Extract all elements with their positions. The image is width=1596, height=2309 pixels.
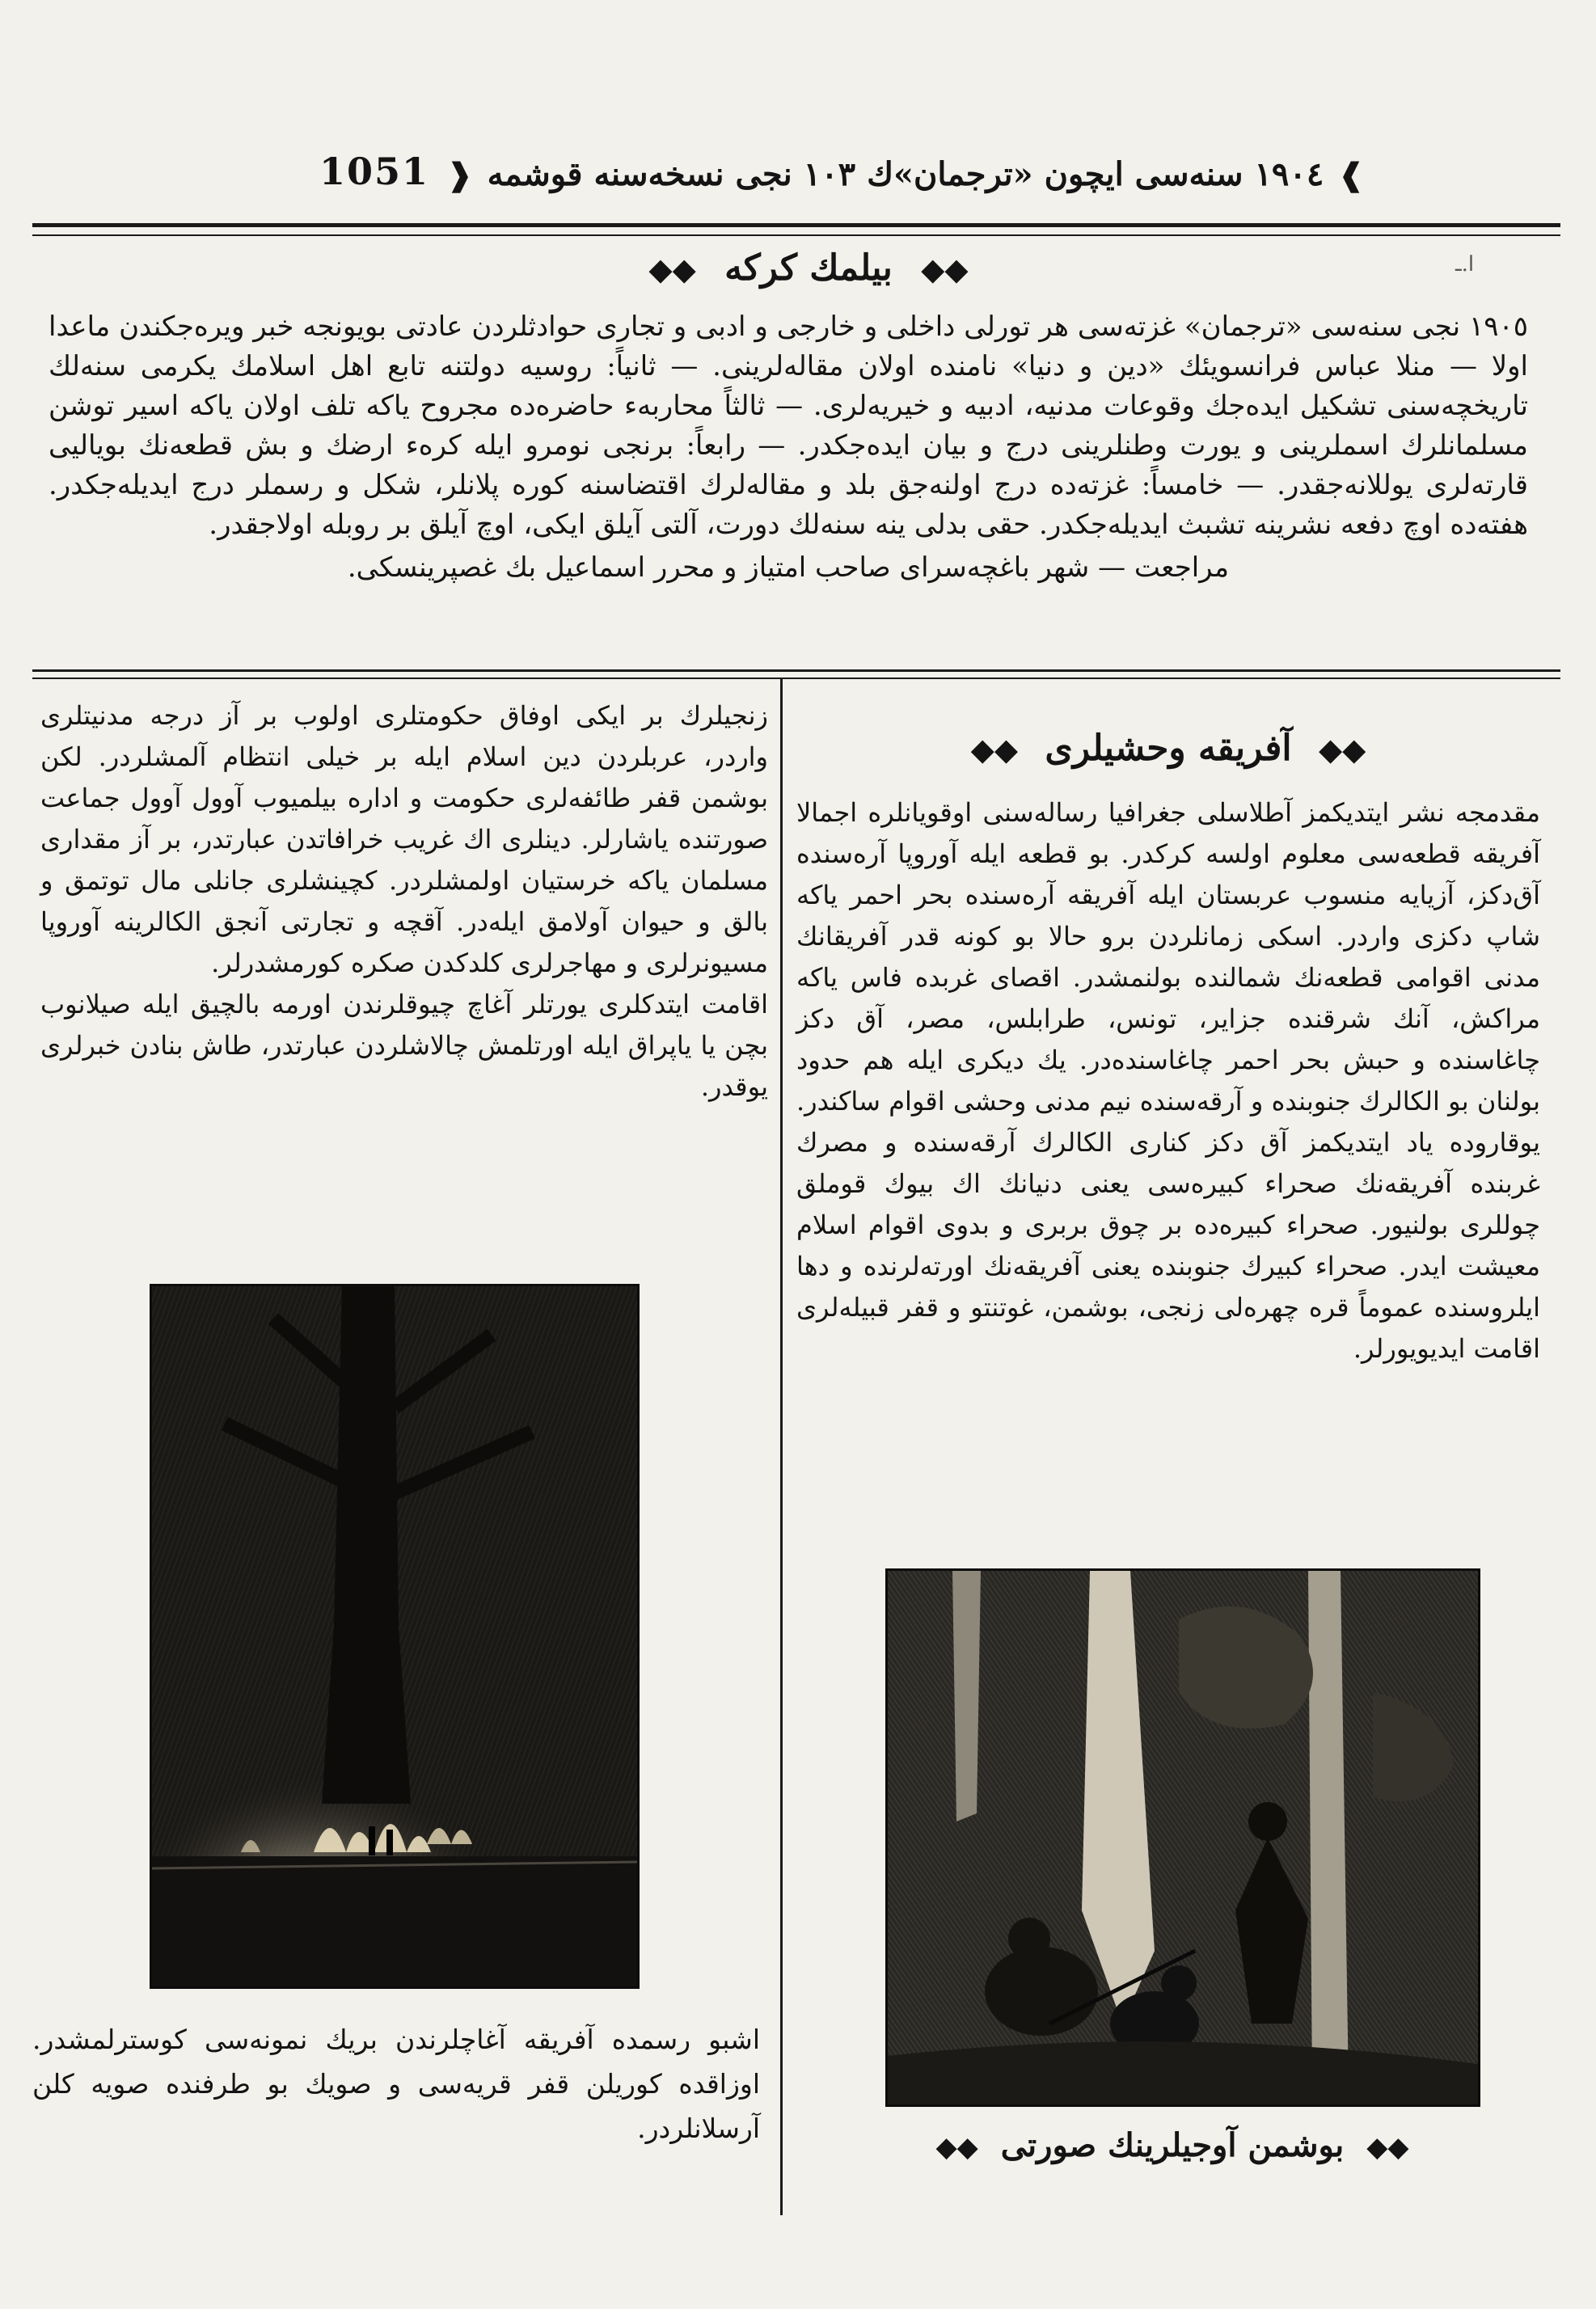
- heading-ornament-icon: ◆◆: [1318, 731, 1366, 767]
- notice-title: بيلمك كركه: [724, 247, 893, 289]
- margin-mark: ا‌.ـ: [1455, 252, 1475, 276]
- notice-paragraph: ١٩٠٥ نجى سنەسى «ترجمان» غزتەسى هر تورلى داخلى و خارجى و ادبى و تجارى حوادثلردن عادتى بويونجە خبر ويرەجكندن ماعدا اولا — منلا عباس فرانسويئك «دين و دنيا» نامندە اولان مقالەلرينى. — ثانياً: روسيە دولتنە تابع اهل اسلامك يكرمى سنەلك تاريخچەسنى تشكيل ايدەجك وقوعات مدنيە، ادبيە و خيريەلرى. — ثالثاً محاربەء حاضرەدە مجروح ياكە تلف اولان ياكە اسير توشن مسلمانلرك اسملرينى و يورت وطنلرينى درج و بيان ايدەجكدر. — رابعاً: برنجى نومرو ايلە كرهء ارضك و بش قطعەنك بوياليى قارتەلرى يوللانەجقدر. — خامساً: غزتەدە درج اولنەجق بلد و مقالەلرك اقتضاسنە كورە پلانلر، شكل و رسملر درج ايديلەجكدر. هفتەدە اوچ دفعە نشرينە تشبث ايديلەجكدر. حقى بدلى ينە سنەلك دورت، آلتى آيلق ايكى، اوچ آيلق بر روبلە اولاجقدر.: [49, 310, 1528, 541]
- forest-fire-illustration: [152, 1286, 637, 1986]
- section-rule-thin: [32, 678, 1560, 679]
- right-image-caption-text: بوشمن آوجيلرينك صورتى: [1000, 2126, 1345, 2164]
- article-heading: [796, 728, 1540, 784]
- forest-fire-engraving: [150, 1284, 640, 1989]
- heading-ornament-icon: ◆◆: [921, 251, 969, 287]
- caption-ornament-icon: ◆◆: [1366, 2131, 1409, 2163]
- top-rule-thick: [32, 223, 1560, 227]
- article-body-right: مقدمجە نشر ايتديكمز آطلاسلى جغرافيا رسالەسنى اوقويانلرە اجمالا آفريقە قطعەسى معلوم اولسە كركدر. بو قطعە ايلە آوروپا آرەسندە آق‌دكز، آزيايە منسوب عربستان ايلە آفريقە آرەسندە بحر احمر ياكە شاپ دكزى واردر. اسكى زمانلردن برو حالا بو كونە قدر آفريقانك مدنى اقوامى قطعەنك شمالندە بولنمشدر. اقصاى غربدە فاس ياكە مراكش، آنك شرقندە جزاير، تونس، طرابلس، مصر، آق دكز چاغاسندە و حبش بحر احمر چاغاسندەدر. يك ديكرى ايلە هم حدود بولنان بو الكالرك جنوبندە و آرقەسندە نيم مدنى وحشى اقوام ساكندر. يوقاروده ياد ايتديكمز آق دكز كنارى الكالرك آرقەسندە و مصرك غربندە آفريقەنك صحراء كبيرەسى يعنى دنيانك ا‌ك بيوك قوملق چوللرى بولنيور. صحراء كبيرەدە بر چوق بربرى و بدوى اقوام اسلام معيشت ايدر. صحراء كبيرك جنوبندە يعنى آفريقەنك اورتەلرندە و دها ايلروسندە عموماً قرە چهرەلى زنجى، بوشمن، غوتنتو و قفر قبيلەلرى اقامت ايديويورلر.: [796, 797, 1541, 1364]
- section-rule-thick: [32, 669, 1560, 672]
- notice-address: مراجعت — شهر باغچەسراى صاحب امتياز و محرر اسماعيل بك غصپرينسكى.: [347, 551, 1230, 584]
- right-image-caption: [889, 2126, 1455, 2164]
- heading-ornament-icon: ◆◆: [970, 731, 1019, 767]
- bushmen-hunters-engraving: [885, 1568, 1480, 2107]
- article-paragraph: زنجيلرك بر ايكى اوفاق حكومتلرى اولوب بر آز درجە مدنيتلرى واردر، عربلردن دين اسلام ايلە بر خيلى انتظام آلمشلردر. لكن بوشمن قفر طائفەلرى حكومت و ادارە بيلميوب آوول آوول جماعت صورتندە ياشارلر. دينلرى اك غريب خرافاتدن عبارتدر، بر آز مقدارى مسلمان ياكە خرستيان اولمشلردر. كچينشلرى جانلى مال توتمق و بالق و حيوان آولامق ايلەدر. آقچە و تجارتى آنجق الكالرينە آوروپا مسيونرلرى و مهاجرلرى كلدكدن صكرە كورمشدرلر.: [40, 700, 768, 978]
- bracket-ornament-left: ❰: [446, 155, 473, 192]
- running-header-text: ١٩٠٤ سنەسى ايچون «ترجمان»ك ١٠٣ نجى نسخەسنە قوشمە: [487, 154, 1324, 193]
- right-column: [796, 728, 1540, 1370]
- column-divider: [780, 679, 783, 2215]
- page-number: 1051: [319, 150, 430, 193]
- running-header: [323, 146, 1488, 202]
- heading-ornament-icon: ◆◆: [648, 251, 696, 287]
- left-column: [40, 695, 768, 1108]
- bushmen-hunters-illustration: [888, 1571, 1478, 2104]
- notice-body: [49, 307, 1528, 588]
- top-rule-thin: [32, 234, 1560, 236]
- notice-heading: [404, 247, 1213, 296]
- left-image-caption: اشبو رسمدە آفريقە آغاچلرندن بريك نمونەسى كوسترلمشدر. اوزاقدە كوريلن قفر قريەسى و صويك بو طرفندە صويە كلن آرسلانلردر.: [32, 2024, 760, 2144]
- article-paragraph: اقامت ايتدكلرى يورتلر آغاچ چيوقلرندن اورمە بالچيق ايلە صيلانوب بچن يا ياپراق ايلە اورتلمش چالاشلردن عبارتدر، طاش بنادن خبرلرى يوقدر.: [40, 989, 769, 1102]
- bracket-ornament-right: ❱: [1338, 155, 1365, 192]
- article-title: آفريقە وحشيلرى: [1045, 728, 1292, 769]
- caption-ornament-icon: ◆◆: [935, 2131, 978, 2163]
